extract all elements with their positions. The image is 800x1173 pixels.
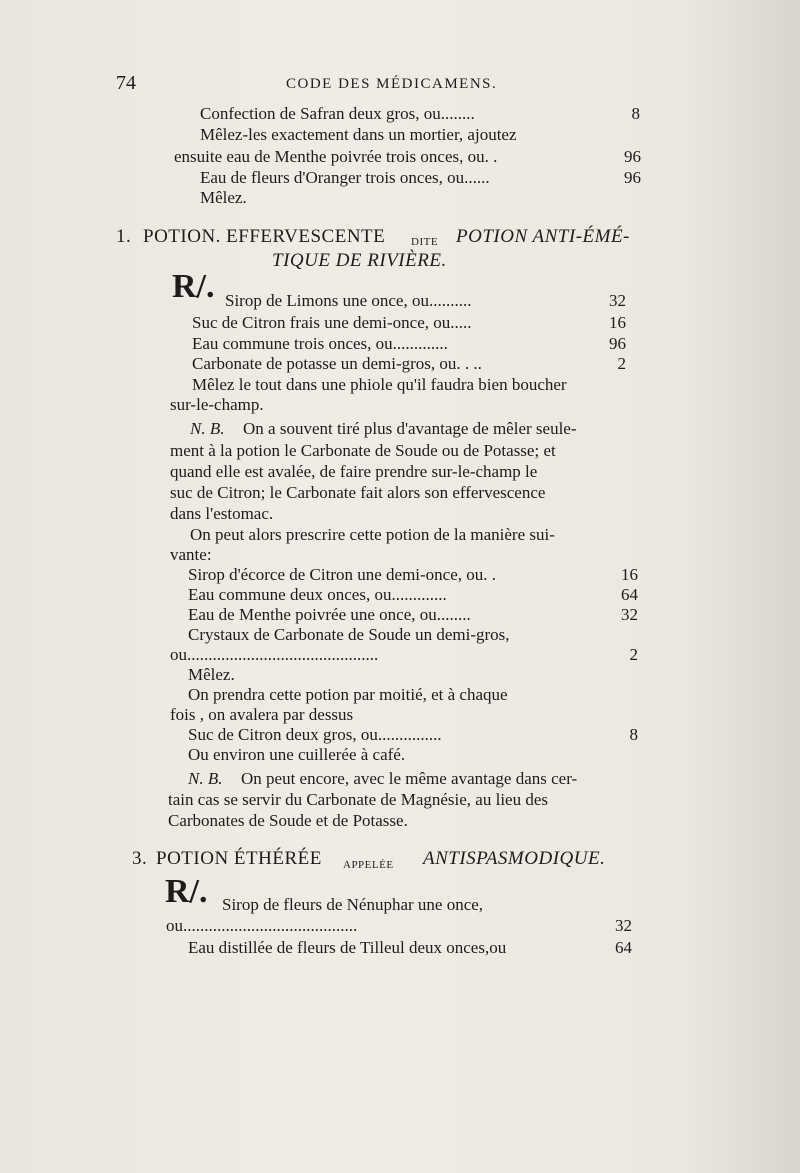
page-number: 74 [116, 72, 136, 94]
recipe-symbol: R/. [172, 268, 215, 305]
running-title: CODE DES MÉDICAMENS. [286, 76, 498, 92]
book-page: 74 CODE DES MÉDICAMENS. Confection de Safran deux gros, ou........ 8 Mêlez-les exactement dans un mortier, ajoutez ensuite eau de Menthe poivrée trois onces, ou. . 96 Eau de fleurs d'Oranger trois onces, ou...... 96 Mêlez. 1. POTION. EFFERVESCENTE DITE POTION ANTI-ÉMÉ- TIQUE DE RIVIÈRE. R/. Sirop de Limons une once, ou.......... 32 Suc de Citron frais une demi-once, ou..... 16 Eau commune trois onces, ou............. 96 Carbonate de potasse un demi-gros, ou. . .. 2 Mêlez le tout dans une phiole qu'il faudra bien boucher sur-le-champ. N. B. On a souvent tiré plus d'avantage de mêler seule- ment à la potion le Carbonate de Soude ou de Potasse; et quand elle est avalée, de faire prendre sur-le-champ le suc de Citron; le Carbonate fait alors son effervescence dans l'estomac. On peut alors prescrire cette potion de la manière sui- vante: Sirop d'écorce de Citron une demi-once, ou. . 16 Eau commune deux onces, ou............. 64 Eau de Menthe poivrée une once, ou........ 32 Crystaux de Carbonate de Soude un demi-gros, ou............................................. 2 Mêlez. On prendra cette potion par moitié, et à chaque fois , on avalera par dessus Suc de Citron deux gros, ou............... 8 Ou environ une cuillerée à café. N. B. On peut encore, avec le même avantage dans cer- tain cas se servir du Carbonate de Magnésie, au lieu des Carbonates de Soude et de Potasse. 3. POTION ÉTHÉRÉE APPELÉE ANTISPASMODIQUE. R/. Sirop de fleurs de Nénuphar une once, ou......................................... 32 Eau distillée de fleurs de Tilleul deux onces,ou 64 [0, 0, 800, 1173]
recipe-symbol: R/. [165, 873, 208, 910]
